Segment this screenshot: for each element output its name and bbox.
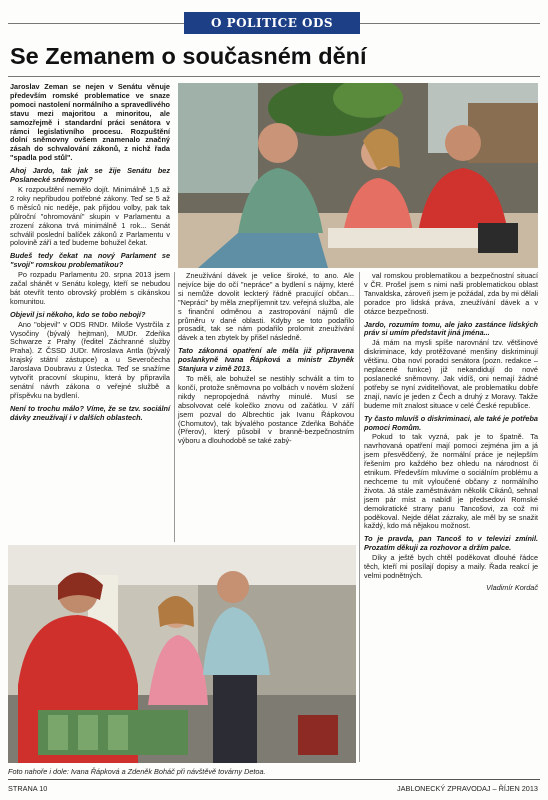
footer-rule xyxy=(8,779,540,780)
interview-question: Jardo, rozumím tomu, ale jako zastánce lidských práv si umím představit jiná jména... xyxy=(364,319,538,338)
interview-answer: Díky a ještě bych chtěl poděkovat dlouhé řádce těch, kteří mi posílají dopisy a maily. Řada reakcí je velmi podnětných. xyxy=(364,553,538,580)
interview-question: Není to trochu málo? Víme, že se tzv. sociální dávky zneužívají i v dalších oblastech. xyxy=(10,403,170,422)
interview-answer: Ano "objevil" v ODS RNDr. Miloše Vystrčila z Vysočiny (bývalý hejtman), MUDr. Zdeňka Schwarze z Prahy (ředitel Záchranné služby Praha). Z ČSSD JUDr. Miroslava Antla (bývalý krajský státní zástupce) a u Severočecha Jaroslava Doubravu z Ústecka. Teď se snažíme vytvořit pracovní skupinu, která by připravila senátní návrh zákona o veřejné službě a příspěvku na bydlení. xyxy=(10,319,170,400)
photo-bottom xyxy=(8,545,356,763)
section-label: O POLITICE ODS xyxy=(184,12,360,34)
interview-answer: Po rozpadu Parlamentu 20. srpna 2013 jsem začal shánět v Senátu kolegy, kteří se nebudou bát otevřít tento obrovský problém s cikánskou komunitou. xyxy=(10,270,170,306)
interview-question: Tato zákonná opatření ale měla již připravena poslankyně Ivana Řápková a ministr Zbyněk Stanjura v zimě 2013. xyxy=(178,346,354,374)
headline-rule xyxy=(8,76,540,77)
meeting-photo-icon xyxy=(178,83,538,268)
page-number: STRANA 10 xyxy=(8,784,48,793)
interview-answer: val romskou problematikou a bezpečnostní situací v ČR. Prošel jsem s nimi naši problematickou oblast Tanvaldska, zároveň jsem je požádal, zda by mi dělali poradce pro lidská práva, zneužívání dávek a v otázce bezpečnosti. xyxy=(364,271,538,316)
interview-question: Ahoj Jardo, tak jak se žije Senátu bez Poslanecké sněmovny? xyxy=(10,166,170,185)
interview-answer: Pokud to tak vyzná, pak je to špatně. Ta navrhovaná opatření mají pomoci zejména jim a já jsem přesvědčený, že normální práce je nejlepším řešením pro každého bez ohledu na národnost či etnikum. Především mluvíme o sociálním problému a nechceme tu mít vyloučené občany z normálního života. Já stále zaměstnávám několik Cikánů, sehnal jsem pár míst a nabídl je předsedovi Romské demokratické strany panu Tancošovi, za což mi poděkoval. Nejde dělat zázraky, ale měl by se snažit každý, kdo má nějakou možnost. xyxy=(364,432,538,531)
author-signature: Vladimír Kordač xyxy=(486,582,538,592)
interview-answer: To měli, ale bohužel se nestihly schválit a tím to končí, protože sněmovna po volbách v novém složení nikdy nepropojedná návrhy minulé. Musí se absolvovat celé kolečko znovu od začátku. V září jsem pozval do Albrechtic jak Ivanu Řápkovou (Chomutov), tak bývalého postance Zdeňka Boháče (Přerov), který působil v branně-bezpečnostním výboru a dlouhodobě se také zabý- xyxy=(178,373,354,446)
column-divider xyxy=(359,272,360,762)
lead-paragraph: Jaroslav Zeman se nejen v Senátu věnuje především romské problematice ve snaze pomoci nastolení normálního a spravedlivého stavu mezi majoritou a minoritou, ale samozřejmě i standardní práci senátora v rámci legislativního procesu. Rozpuštění dolní sněmovny ovšem znamenalo značný zásah do schvalování zákonů, z nichž řada "spadla pod stůl". xyxy=(10,82,170,163)
factory-visit-photo-icon xyxy=(8,545,356,763)
interview-question: Objevil jsi někoho, kdo se tobo nebojí? xyxy=(10,309,146,319)
column-middle xyxy=(178,272,354,447)
interview-answer: Já mám na mysli spíše narovnání tzv. většinové diskriminace, kdy protěžované menšiny diskriminují většinu. Oba noví poradci senátora (pozn. redakce – neplacené funkce) již nekandidují do nové poslanecké sněmovny. Jak vidíš, oni nemají žádné potřeby se nyní zviditelňovat, ale problematiku dobře znají, navíc je jeden z Čech a druhý z Moravy. Takže budeme mít znalost situace v celé České republice. xyxy=(364,338,538,410)
interview-question: Ty často mluvíš o diskriminaci, ale také je potřeba pomoci Romům. xyxy=(364,413,538,432)
publication-name: JABLONECKÝ ZPRAVODAJ – ŘÍJEN 2013 xyxy=(397,784,538,793)
interview-answer: Zneužívání dávek je velice široké, to ano. Ale nejvíce bije do očí "nepráce" a bydlení s nájmy, které si nemůže dovolit leckterý řádně pracující občan... "Nepráci" by měla znepříjemnit tzv. veřejná služba, ale s finanční odměnou a zastropování nájmů dle průměru v dané oblasti. Kdyby se toto podařilo prosadit, tak se nám podařilo prolomit zneužívání dávek a ten zbytek by přišel následně. xyxy=(178,271,354,343)
interview-question: To je pravda, pan Tancoš to v televizi zmínil. Prozatím děkuji za rozhovor a držím palce. xyxy=(364,534,538,553)
column-left xyxy=(10,83,170,424)
headline: Se Zemanem o současném dění xyxy=(10,43,367,69)
photo-top xyxy=(178,83,538,268)
interview-answer: K rozpouštění nemělo dojít. Minimálně 1,5 až 2 roky nepřibudou potřebné zákony. Teď se 5 až 6 měsíců nic neděje, pak přijdou volby, pak tak půlroční "ohromování" skupin v Parlamentu a zrození zákona trvá minimálně 1 rok... Senát schválil poslední balíček zákonů z Parlamentu v polovině září a teď budeme bohužel čekat. xyxy=(10,184,170,248)
column-divider xyxy=(174,272,175,542)
photo-caption: Foto nahoře i dole: Ivana Řápková a Zdeněk Boháč při návštěvě továrny Detoa. xyxy=(8,767,266,776)
column-right xyxy=(364,272,538,594)
interview-question: Budeš tedy čekat na nový Parlament se "svojí" romskou problematikou? xyxy=(10,251,170,270)
